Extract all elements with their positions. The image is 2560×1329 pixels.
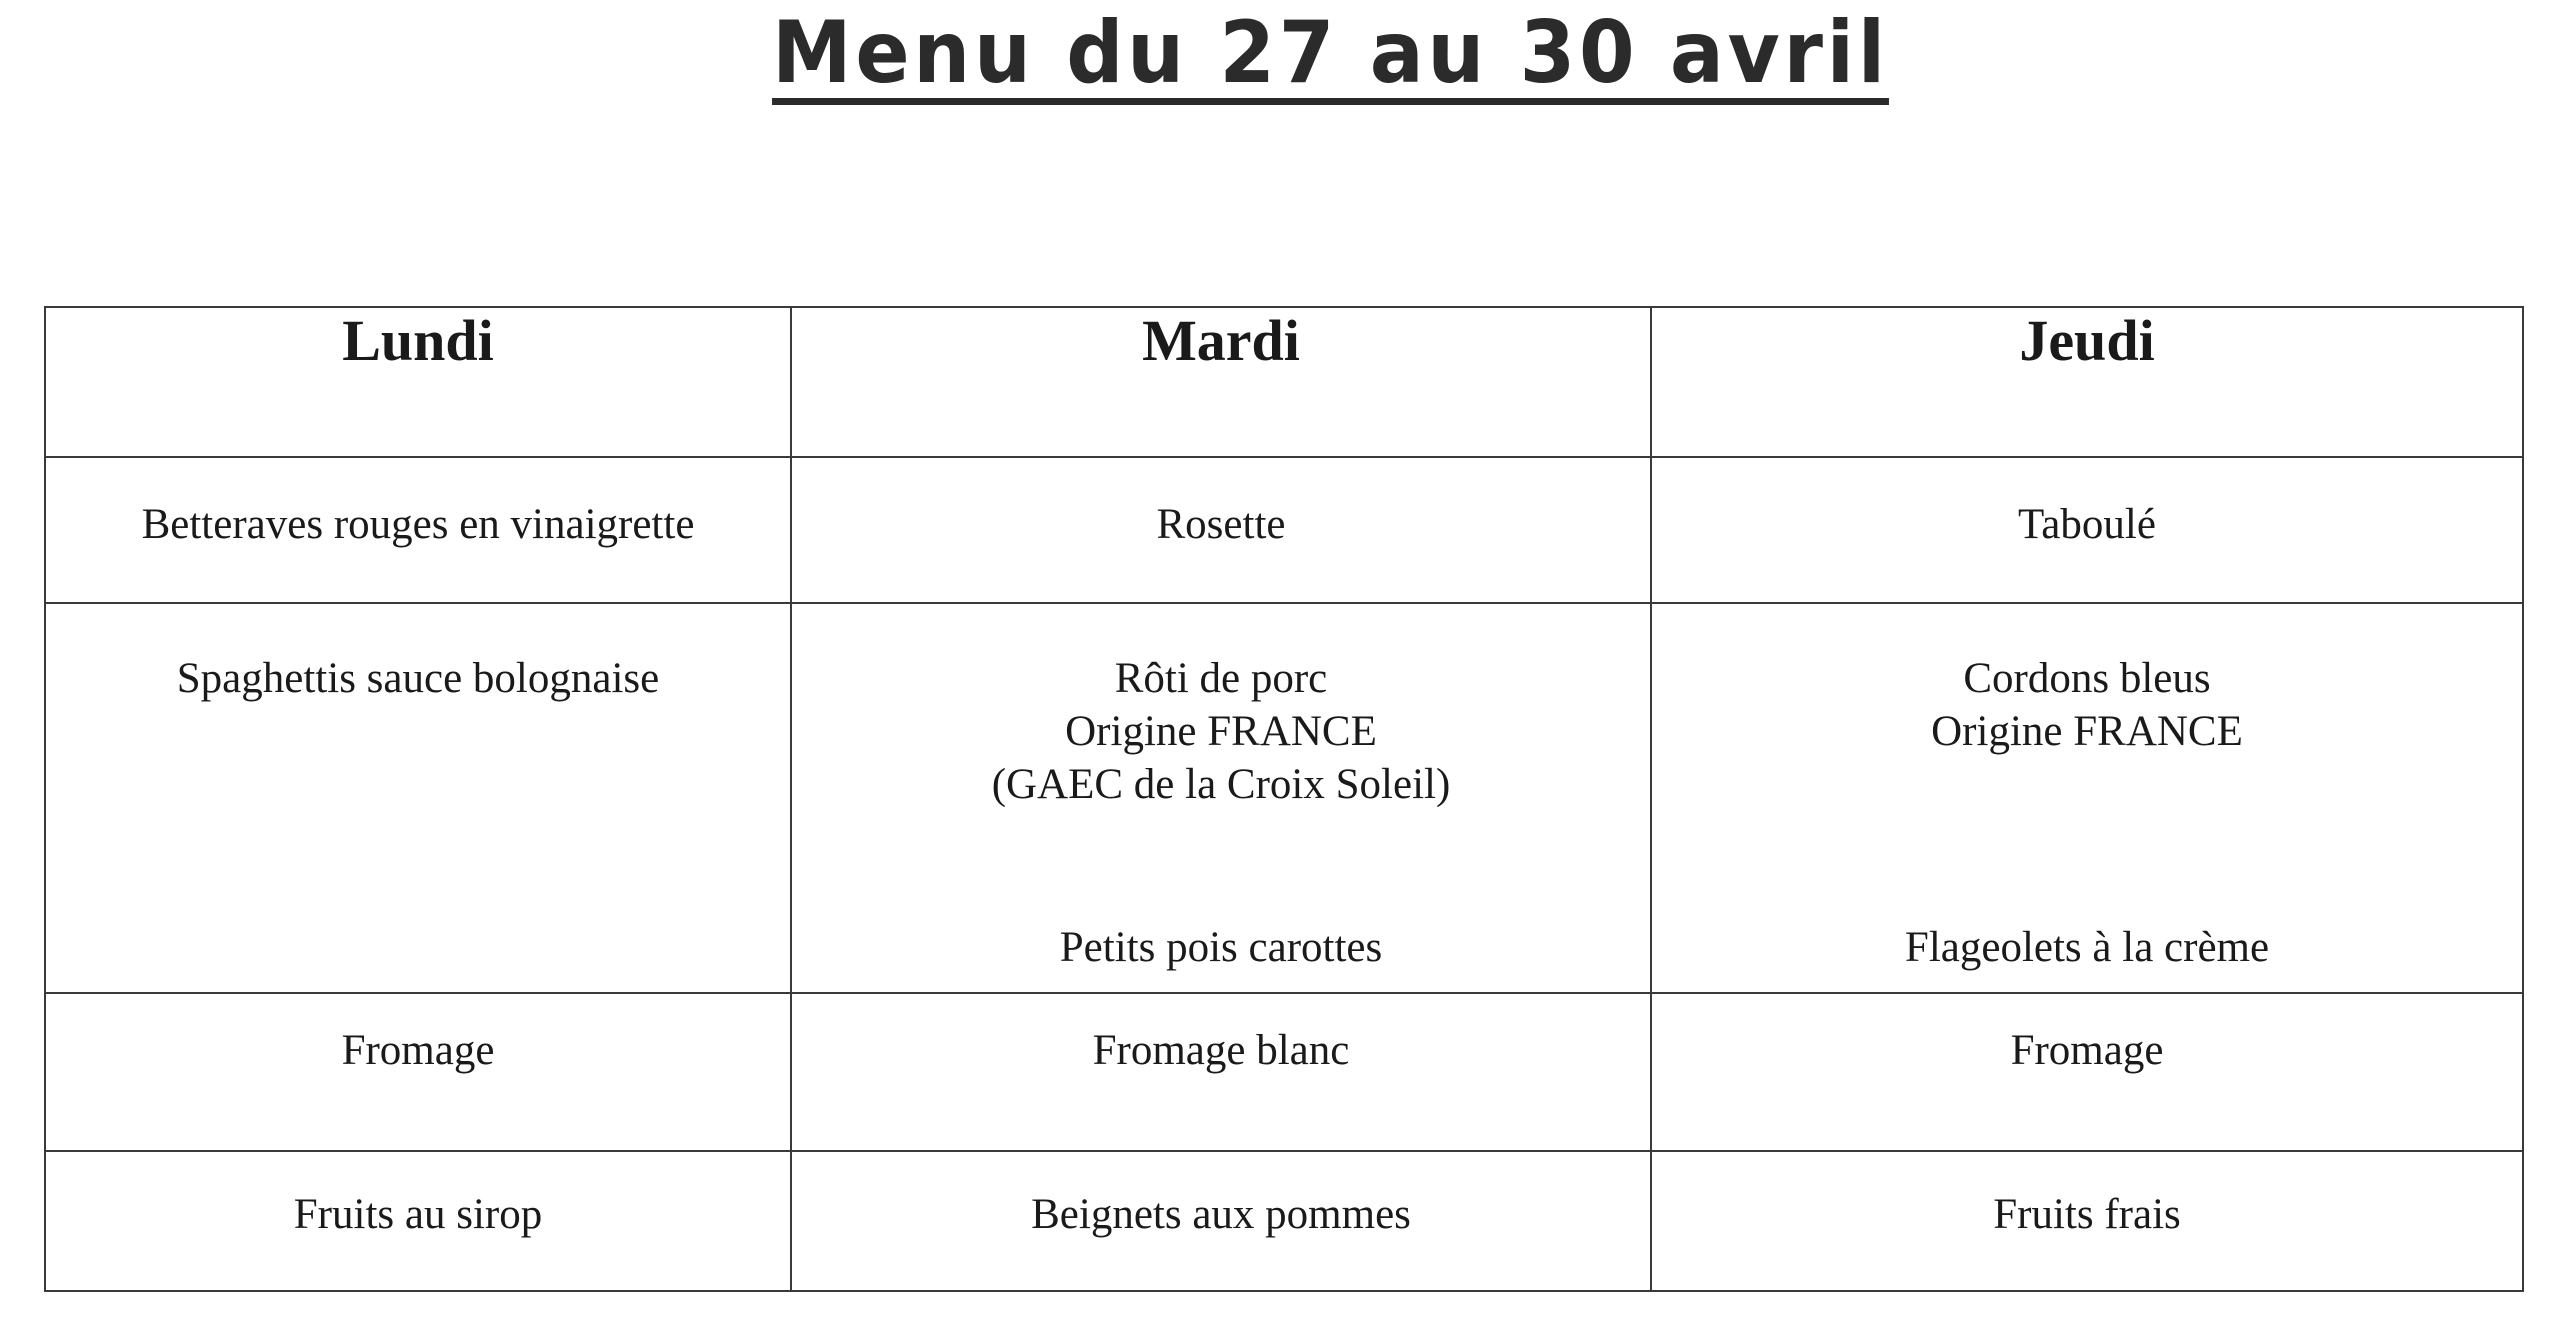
cheese-lundi: Fromage [45, 993, 791, 1151]
starter-jeudi: Taboulé [1651, 457, 2523, 603]
day-header-mardi: Mardi [791, 307, 1651, 457]
starter-mardi: Rosette [791, 457, 1651, 603]
starter-row [45, 457, 2523, 603]
menu-table [44, 306, 2524, 1292]
dessert-lundi: Fruits au sirop [45, 1151, 791, 1291]
main-course-mardi [791, 603, 1651, 993]
main-dish-origin: Origine FRANCE [1931, 708, 2243, 755]
dessert-row [45, 1151, 2523, 1291]
main-course-row [45, 603, 2523, 993]
starter-lundi: Betteraves rouges en vinaigrette [45, 457, 791, 603]
day-header-jeudi: Jeudi [1651, 307, 2523, 457]
side-dish-mardi: Petits pois carottes [1059, 924, 1383, 971]
main-course-lundi [45, 603, 791, 993]
cheese-jeudi: Fromage [1651, 993, 2523, 1151]
dessert-mardi: Beignets aux pommes [791, 1151, 1651, 1291]
main-course-jeudi [1651, 603, 2523, 993]
page-title-text: Menu du 27 au 30 avril [771, 3, 1889, 103]
main-dish-producer: (GAEC de la Croix Soleil) [991, 761, 1451, 808]
main-dish-line: Spaghettis sauce bolognaise [176, 655, 660, 702]
day-header-row [45, 307, 2523, 457]
cheese-mardi: Fromage blanc [791, 993, 1651, 1151]
page-title [0, 0, 2560, 105]
side-dish-jeudi: Flageolets à la crème [1904, 924, 2270, 971]
main-dish-origin: Origine FRANCE [1065, 708, 1377, 755]
main-dish-line: Rôti de porc [1114, 655, 1328, 702]
main-dish-line: Cordons bleus [1963, 655, 2211, 702]
cheese-row [45, 993, 2523, 1151]
dessert-jeudi: Fruits frais [1651, 1151, 2523, 1291]
day-header-lundi: Lundi [45, 307, 791, 457]
